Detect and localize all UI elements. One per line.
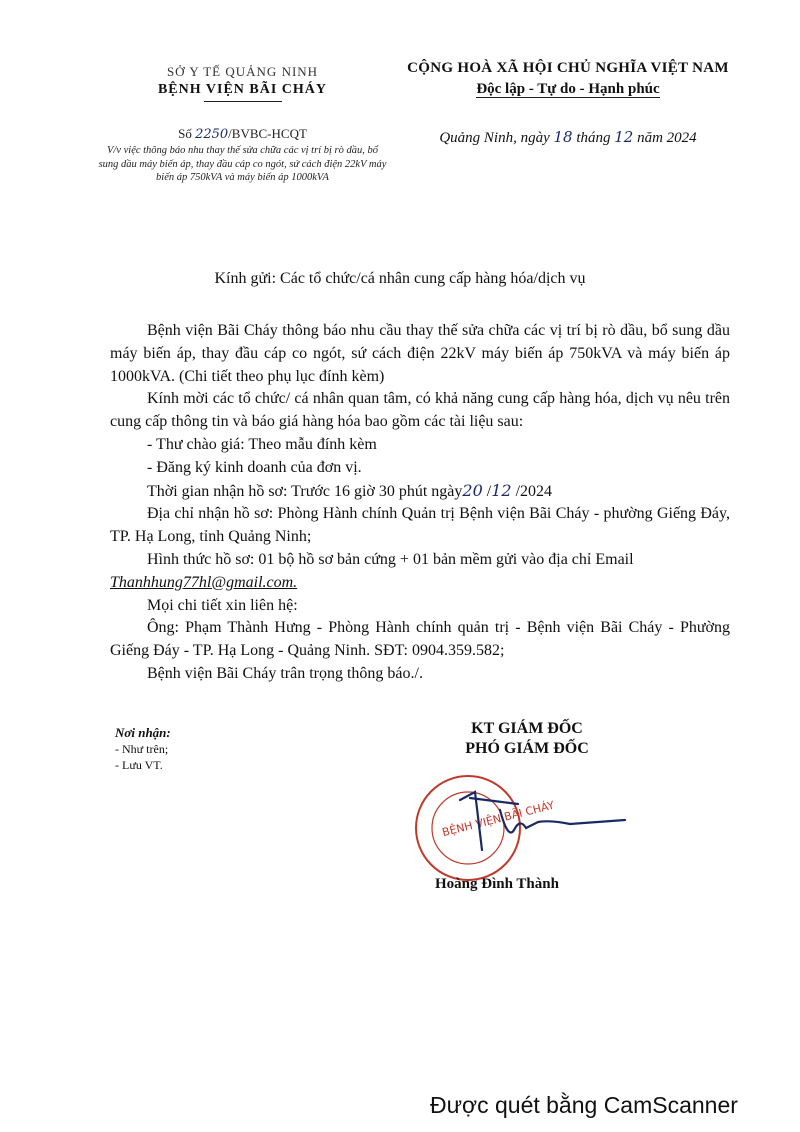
date-day: 18 — [553, 128, 573, 146]
recipients-title: Nơi nhận: — [115, 725, 171, 740]
paragraph-1: Bệnh viện Bãi Cháy thông báo nhu cầu thay thế sửa chữa các vị trí bị rò dầu, bổ sung dầu máy biến áp, thay đầu cáp co ngót, sứ cách điện 22kV máy biến áp 750kVA và máy biến áp 1000kVA. (Chi tiết theo phụ lục đính kèm) — [110, 322, 730, 385]
signature-title-1: KT GIÁM ĐỐC — [471, 720, 583, 737]
recipient-item: - Như trên; — [115, 742, 169, 756]
doc-number-prefix: Số — [178, 126, 192, 141]
closing: Bệnh viện Bãi Cháy trân trọng thông báo./. — [147, 664, 423, 682]
bullet-2: - Đăng ký kinh doanh của đơn vị. — [147, 458, 362, 476]
recipients — [115, 725, 171, 773]
greeting: Kính gửi: Các tổ chức/cá nhân cung cấp hàng hóa/dịch vụ — [214, 270, 586, 287]
scanner-watermark: Được quét bằng CamScanner — [430, 1092, 738, 1118]
signature-block — [422, 720, 632, 758]
org-underline — [204, 101, 282, 102]
org-parent: SỞ Y TẾ QUẢNG NINH — [166, 64, 319, 79]
contact-detail: Ông: Phạm Thành Hưng - Phòng Hành chính quản trị - Bệnh viện Bãi Cháy - Phường Giếng Đáy - TP. Hạ Long - Quảng Ninh. SĐT: 0904.359.582; — [110, 619, 730, 660]
deadline-year: /2024 — [515, 482, 553, 500]
signer-name: Hoàng Đình Thành — [435, 876, 559, 892]
date-line — [376, 128, 760, 147]
form-requirement: Hình thức hồ sơ: 01 bộ hồ sơ bản cứng + 01 bản mềm gửi vào địa chỉ Email — [147, 550, 634, 568]
email-link[interactable]: Thanhhung77hl@gmail.com. — [110, 573, 298, 591]
doc-number — [90, 126, 395, 142]
stamp-text: BỆNH VIỆN BÃI CHÁY — [440, 798, 556, 840]
deadline-month: 12 — [491, 480, 512, 500]
deadline-prefix: Thời gian nhận hồ sơ: Trước 16 giờ 30 phút ngày — [147, 482, 463, 500]
right-header — [376, 60, 760, 147]
date-month: 12 — [614, 128, 634, 146]
deadline-day: 20 — [462, 480, 483, 500]
doc-subject: V/v việc thông báo nhu thay thế sửa chữa các vị trí bị rò dầu, bổ sung dầu máy biến áp, thay đầu cáp co ngót, sứ cách điện 22kV máy biến áp 750kVA và máy biến áp 1000kVA — [98, 145, 387, 183]
paragraph-2: Kính mời các tổ chức/ cá nhân quan tâm, có khả năng cung cấp hàng hóa, dịch vụ nêu trên cung cấp thông tin và báo giá hàng hóa bao gồm các tài liệu sau: — [110, 390, 730, 431]
recipient-item: - Lưu VT. — [115, 758, 163, 772]
motto-text: Độc lập - Tự do - Hạnh phúc — [476, 81, 660, 97]
date-year: năm 2024 — [637, 130, 697, 146]
doc-number-handwritten: 2250 — [195, 127, 229, 142]
left-header — [90, 64, 395, 185]
motto — [376, 81, 760, 98]
email-line — [110, 572, 730, 595]
nation-title: CỘNG HOÀ XÃ HỘI CHỦ NGHĨA VIỆT NAM — [407, 60, 729, 76]
stamp-and-signature — [400, 770, 640, 890]
org-name: BỆNH VIỆN BÃI CHÁY — [157, 82, 328, 97]
date-prefix: Quảng Ninh, ngày — [439, 130, 550, 146]
date-month-label: tháng — [576, 130, 611, 146]
signature-title-2: PHÓ GIÁM ĐỐC — [465, 740, 589, 757]
bullet-1: - Thư chào giá: Theo mẫu đính kèm — [147, 435, 377, 453]
deadline: Thời gian nhận hồ sơ: Trước 16 giờ 30 phút ngày20 /12 /2024 — [147, 480, 553, 500]
address: Địa chỉ nhận hồ sơ: Phòng Hành chính Quản trị Bệnh viện Bãi Cháy - phường Giếng Đáy, TP. Hạ Long, tỉnh Quảng Ninh; — [110, 505, 730, 546]
stamp-icon — [416, 776, 556, 880]
contact-intro: Mọi chi tiết xin liên hệ: — [147, 596, 298, 614]
body-text — [110, 320, 730, 686]
doc-number-suffix: /BVBC-HCQT — [228, 126, 307, 141]
